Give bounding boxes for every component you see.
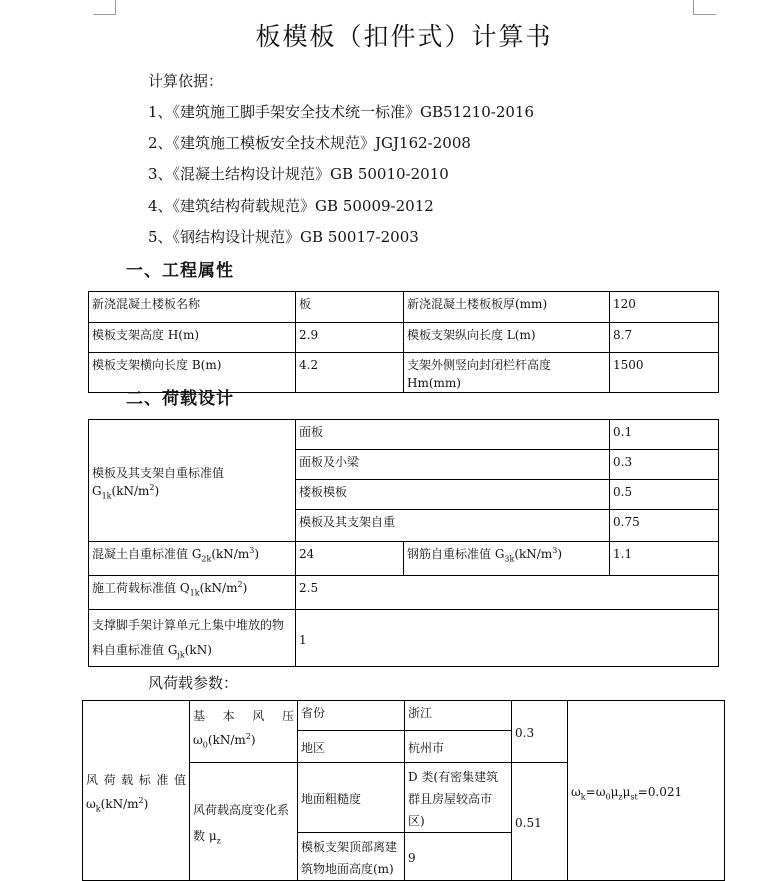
table-cell: 新浇混凝土楼板板厚(mm) — [404, 292, 610, 323]
basis-heading: 计算依据： — [148, 72, 224, 90]
basis-item: 4、《建筑结构荷载规范》GB 50009-2012 — [148, 197, 434, 215]
height-coefficient-label-cell: 风荷载高度变化系 数 $\mu_z$ — [190, 763, 298, 881]
basis-item: 3、《混凝土结构设计规范》GB 50010-2010 — [148, 165, 449, 183]
table-cell: 楼板模板 — [296, 480, 610, 510]
table-cell: 模板支架顶部离建筑物地面高度(m) — [298, 833, 405, 881]
table-cell: 0.1 — [610, 420, 719, 450]
wind-params-heading: 风荷载参数： — [148, 674, 239, 692]
table-cell: 板 — [296, 292, 404, 323]
table-cell: 模板及其支架自重 — [296, 510, 610, 542]
table-row — [89, 420, 719, 450]
table-cell: 杭州市 — [405, 731, 512, 763]
table-cell: 面板及小梁 — [296, 450, 610, 480]
table-cell: 地面粗糙度 — [298, 763, 405, 833]
table-row — [89, 542, 719, 576]
table-cell: 2.5 — [296, 576, 719, 610]
table-cell: 0.75 — [610, 510, 719, 542]
basic-pressure-label-cell: 基本风压 $\omega_0(kN/m^2)$ — [190, 701, 298, 763]
table-cell: 8.7 — [610, 323, 719, 353]
table-cell: 0.5 — [610, 480, 719, 510]
g3k-label-cell: 钢筋自重标准值 $G_{3k}(kN/m^3)$ — [404, 542, 610, 576]
page-corner-mark-top-right — [693, 0, 716, 15]
page-corner-mark-top-left — [93, 0, 116, 15]
section-heading-project: 一、工程属性 — [126, 261, 234, 281]
table-cell: 新浇混凝土楼板名称 — [89, 292, 296, 323]
table-cell: D 类(有密集建筑群且房屋较高市区) — [405, 763, 512, 833]
table-row — [83, 701, 725, 731]
wind-load-table — [82, 700, 725, 881]
table-cell: 24 — [296, 542, 404, 576]
table-cell: 1 — [296, 610, 719, 667]
table-row — [89, 610, 719, 667]
table-cell: 9 — [405, 833, 512, 881]
table-cell: 模板支架高度 H(m) — [89, 323, 296, 353]
table-cell: 浙江 — [405, 701, 512, 731]
table-cell: 1500 — [610, 353, 719, 393]
table-cell: 支架外侧竖向封闭栏杆高度 Hm(mm) — [404, 353, 610, 393]
table-row — [89, 323, 719, 353]
table-cell: 0.51 — [512, 763, 568, 881]
g2k-label-cell: 混凝土自重标准值 $G_{2k}(kN/m^3)$ — [89, 542, 296, 576]
table-cell: 1.1 — [610, 542, 719, 576]
gjk-label-cell: 支撑脚手架计算单元上集中堆放的物 料自重标准值 $G_{jk}(kN)$ — [89, 610, 296, 667]
table-row — [89, 576, 719, 610]
table-cell: 120 — [610, 292, 719, 323]
table-cell: 模板支架横向长度 B(m) — [89, 353, 296, 393]
table-cell: 2.9 — [296, 323, 404, 353]
q1k-label-cell: 施工荷载标准值 $Q_{1k}(kN/m^2)$ — [89, 576, 296, 610]
wind-standard-label-cell: 风荷载标准值 $\omega_k(kN/m^2)$ — [83, 701, 190, 881]
basis-item: 5、《钢结构设计规范》GB 50017-2003 — [148, 228, 419, 246]
table-cell: 模板支架纵向长度 L(m) — [404, 323, 610, 353]
table-cell: 0.3 — [610, 450, 719, 480]
project-properties-table — [88, 291, 719, 393]
load-design-table — [88, 419, 719, 667]
table-cell: 0.3 — [512, 701, 568, 763]
table-cell: 4.2 — [296, 353, 404, 393]
table-cell: 省份 — [298, 701, 405, 731]
table-row — [89, 292, 719, 323]
section-heading-load: 二、荷载设计 — [126, 389, 234, 409]
basis-item: 1、《建筑施工脚手架安全技术统一标准》GB51210-2016 — [148, 103, 535, 121]
table-cell: 面板 — [296, 420, 610, 450]
g1k-label-cell: 模板及其支架自重标准值 $G_{1k}(kN/m^2)$ — [89, 420, 296, 542]
basis-item: 2、《建筑施工模板安全技术规范》JGJ162-2008 — [148, 134, 471, 152]
document-title: 板模板（扣件式）计算书 — [255, 22, 553, 51]
wind-formula-cell: $\omega_k=\omega_0\mu_z\mu_{st}=0.021$ — [568, 701, 725, 881]
table-cell: 地区 — [298, 731, 405, 763]
